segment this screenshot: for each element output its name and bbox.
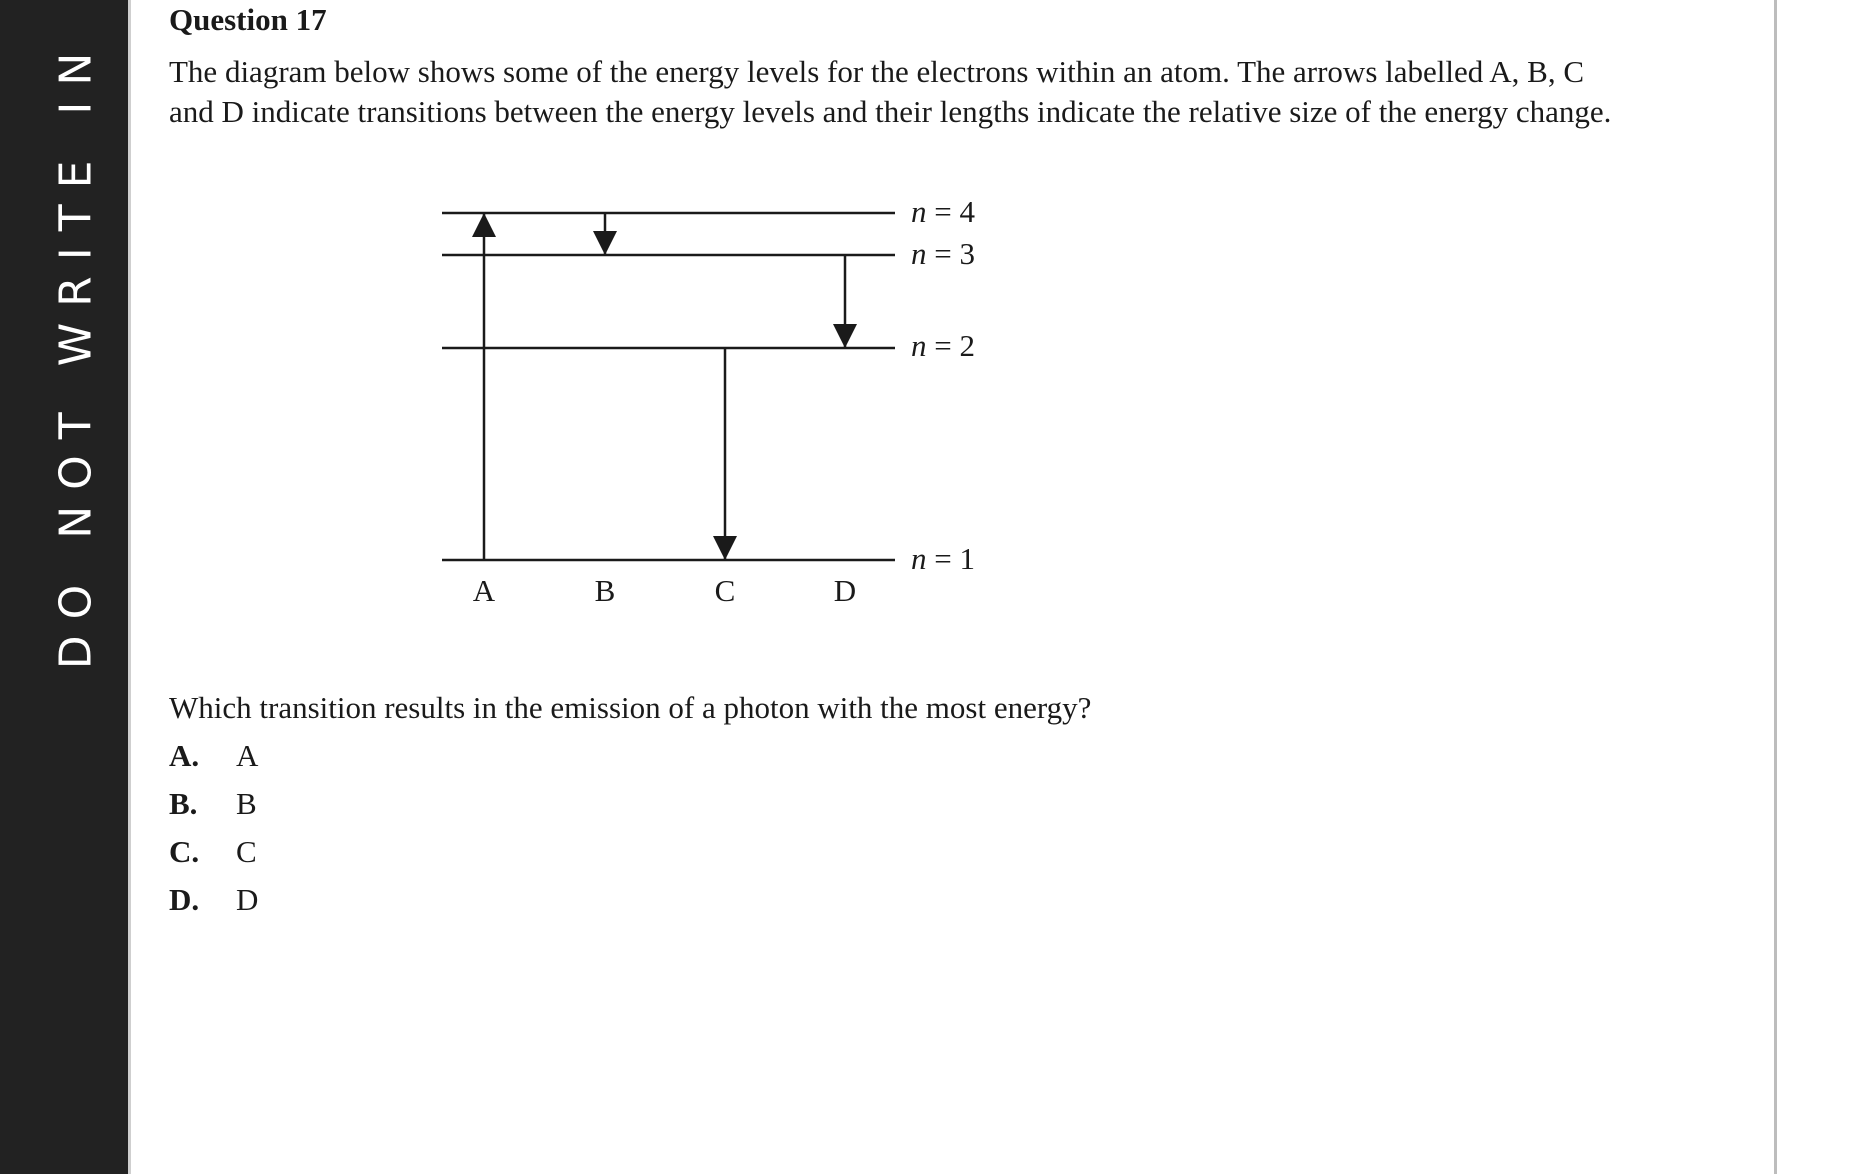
right-border-line (1774, 0, 1777, 1174)
answer-option-a[interactable] (169, 738, 258, 774)
question-title: Question 17 (169, 2, 327, 37)
margin-bar-edge (128, 0, 131, 1174)
answer-option-b[interactable] (169, 786, 257, 822)
question-stem-line-1: The diagram below shows some of the energy levels for the electrons within an atom. The arrows labelled A, B, C (169, 54, 1585, 89)
level-label-n2: n = 2 (911, 328, 975, 363)
answer-option-d[interactable] (169, 882, 258, 918)
question-stem-line-2: and D indicate transitions between the energy levels and their lengths indicate the relative size of the energy change. (169, 94, 1612, 129)
transition-label-b: B (594, 573, 616, 608)
do-not-write-in-label: DO NOT WRITE IN (50, 36, 102, 670)
question-prompt: Which transition results in the emission of a photon with the most energy? (169, 690, 1092, 725)
answer-option-c[interactable] (169, 834, 257, 870)
transition-label-a: A (472, 573, 496, 608)
transition-label-d: D (833, 573, 857, 608)
question-stem (169, 52, 1611, 132)
transition-label-c: C (714, 573, 736, 608)
level-label-n4: n = 4 (911, 194, 975, 229)
option-letter: C. (169, 834, 200, 869)
option-letter: B. (169, 786, 198, 821)
option-letter: A. (169, 738, 200, 773)
level-label-n1: n = 1 (911, 541, 975, 576)
option-text: A (236, 738, 259, 773)
option-text: B (236, 786, 257, 821)
option-text: C (236, 834, 257, 869)
level-label-n3: n = 3 (911, 236, 975, 271)
option-letter: D. (169, 882, 200, 917)
option-text: D (236, 882, 259, 917)
